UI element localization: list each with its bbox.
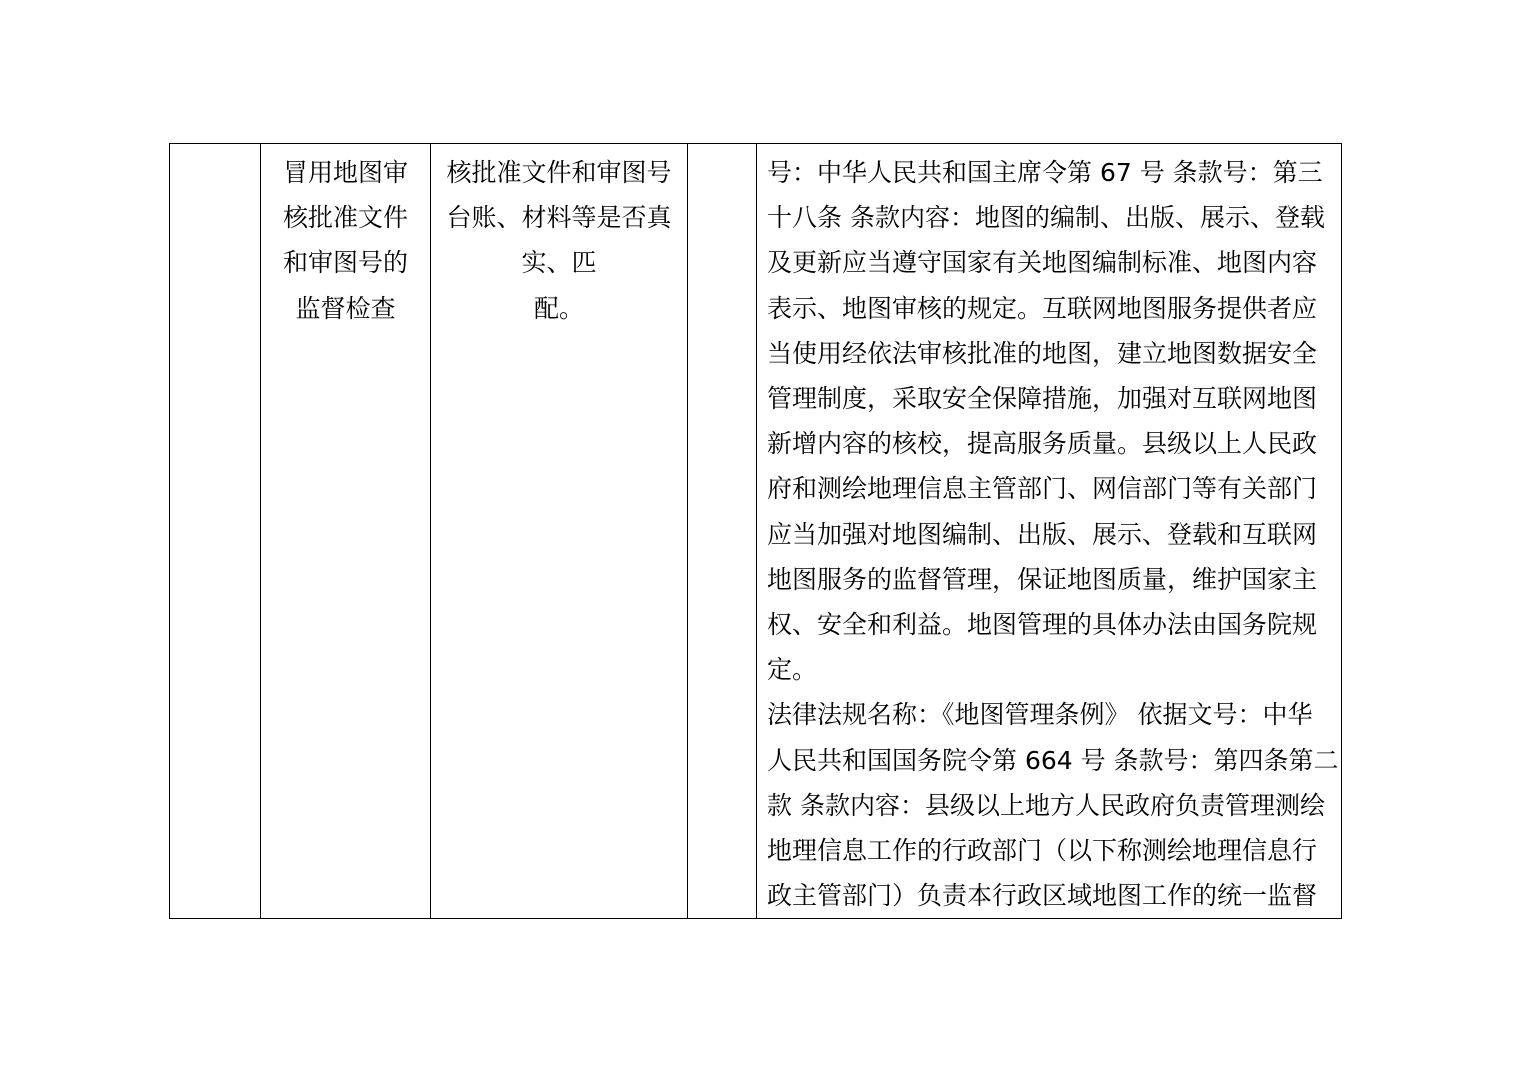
legal-basis-line: 权、安全和利益。地图管理的具体办法由国务院规	[767, 610, 1318, 640]
legal-basis-line: 政主管部门）负责本行政区域地图工作的统一监督	[767, 881, 1318, 911]
empty-cell-1	[170, 144, 261, 919]
check-content-line: 配。	[533, 293, 584, 323]
legal-basis-line: 及更新应当遵守国家有关地图编制标准、地图内容	[767, 248, 1318, 278]
legal-basis-line: 十八条 条款内容：地图的编制、出版、展示、登载	[767, 203, 1325, 233]
check-item-line: 冒用地图审	[282, 158, 408, 187]
legal-basis-line: 应当加强对地图编制、出版、展示、登载和互联网	[767, 519, 1318, 549]
legal-basis-line: 法律法规名称：《地图管理条例》 依据文号：中华	[767, 700, 1313, 730]
check-item-cell	[261, 144, 431, 919]
check-content-cell	[431, 144, 688, 919]
empty-cell-4	[688, 144, 757, 919]
legal-basis-line: 人民共和国国务院令第 664 号 条款号：第四条第二	[767, 745, 1339, 775]
legal-basis-line: 管理制度，采取安全保障措施，加强对互联网地图	[767, 384, 1318, 414]
legal-basis-line: 府和测绘地理信息主管部门、网信部门等有关部门	[767, 474, 1318, 504]
legal-basis-line: 号：中华人民共和国主席令第 67 号 条款号：第三	[767, 158, 1323, 187]
legal-basis-line: 地图服务的监督管理，保证地图质量，维护国家主	[767, 564, 1318, 594]
legal-basis-line: 当使用经依法审核批准的地图，建立地图数据安全	[767, 338, 1318, 368]
legal-basis-line: 款 条款内容：县级以上地方人民政府负责管理测绘	[767, 790, 1325, 820]
check-content-line: 核批准文件和审图号	[446, 158, 672, 187]
legal-basis-line: 新增内容的核校，提高服务质量。县级以上人民政	[767, 429, 1318, 459]
check-content-line: 台账、材料等是否真	[446, 203, 672, 233]
check-item-line: 监督检查	[295, 293, 396, 323]
document-table	[169, 143, 1342, 919]
legal-basis-cell	[757, 144, 1342, 919]
legal-basis-line: 地理信息工作的行政部门（以下称测绘地理信息行	[767, 836, 1318, 866]
legal-basis-line: 定。	[767, 655, 818, 685]
check-item-line: 和审图号的	[282, 248, 408, 278]
check-item-line: 核批准文件	[282, 203, 408, 233]
legal-basis-line: 表示、地图审核的规定。互联网地图服务提供者应	[767, 293, 1318, 323]
check-content-line: 实、匹	[521, 248, 597, 278]
table-row	[170, 144, 1342, 919]
